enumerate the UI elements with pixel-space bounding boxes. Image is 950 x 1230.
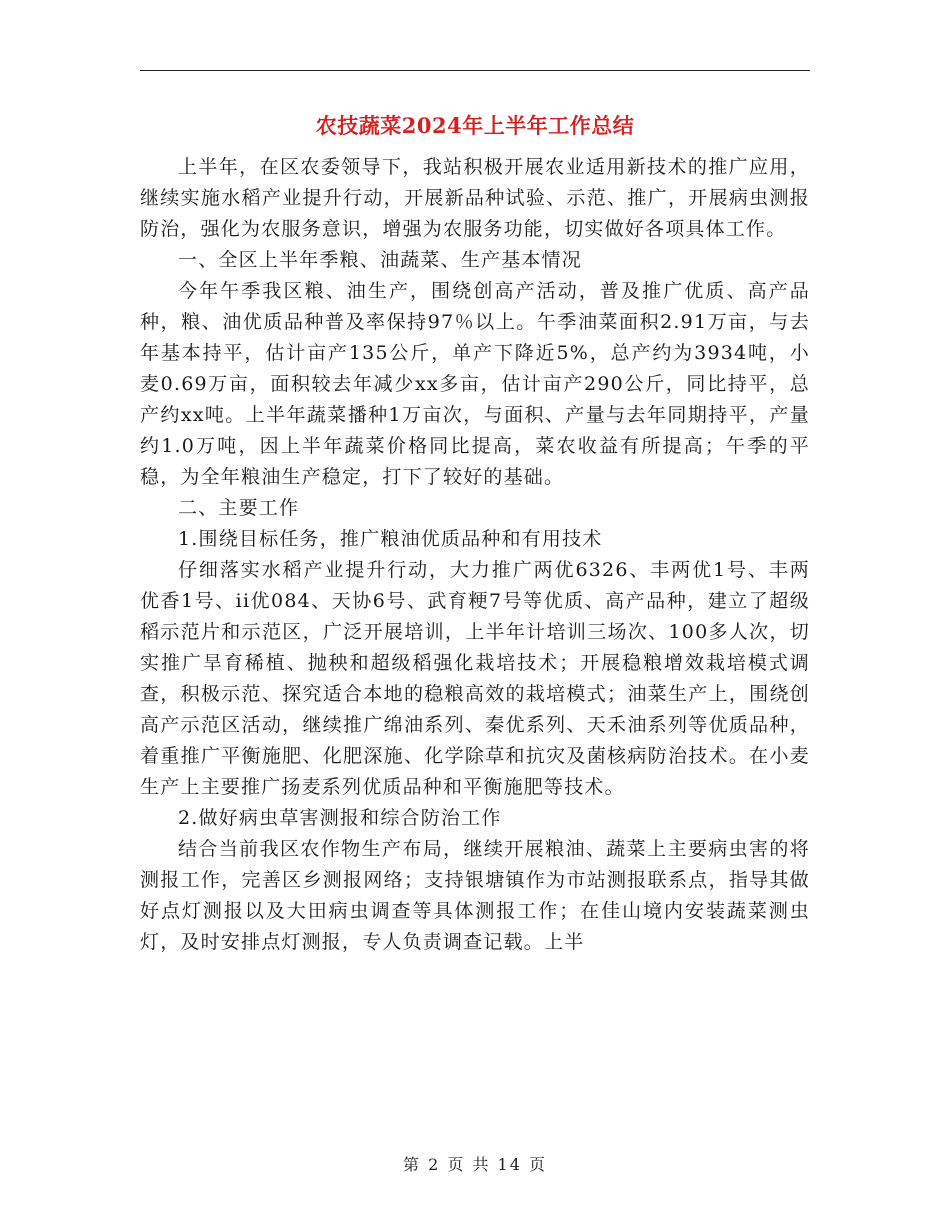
production-paragraph: 今年午季我区粮、油生产，围绕创高产活动，普及推广优质、高产品种，粮、油优质品种普及率保持97％以上。午季油菜面积2.91万亩，与去年基本持平，估计亩产135公斤，单产下降近5%，总产约为3934吨，小麦0.69万亩，面积较去年减少xx多亩，估计亩产290公斤，同比持平，总产约xx吨。上半年蔬菜播种1万亩次，与面积、产量与去年同期持平，产量约1.0万吨，因上半年蔬菜价格同比提高，菜农收益有所提高；午季的平稳，为全年粮油生产稳定，打下了较好的基础。 xyxy=(140,280,810,488)
header-rule xyxy=(140,70,810,71)
intro-paragraph: 上半年，在区农委领导下，我站积极开展农业适用新技术的推广应用，继续实施水稻产业提升行动，开展新品种试验、示范、推广，开展病虫测报防治，强化为农服务意识，增强为农服务功能，切实做好各项具体工作。 xyxy=(140,156,810,240)
subsection-heading-1: 1.围绕目标任务，推广粮油优质品种和有用技术 xyxy=(178,528,603,550)
pest-paragraph: 结合当前我区农作物生产布局，继续开展粮油、蔬菜上主要病虫害的将测报工作，完善区乡测报网络；支持银塘镇作为市站测报联系点，指导其做好点灯测报以及大田病虫调查等具体测报工作；在佳山境内安装蔬菜测虫灯，及时安排点灯测报，专人负责调查记载。上半 xyxy=(140,838,810,953)
document-body xyxy=(140,152,810,958)
subsection-heading-2: 2.做好病虫草害测报和综合防治工作 xyxy=(178,807,502,829)
varieties-paragraph: 仔细落实水稻产业提升行动，大力推广两优6326、丰两优1号、丰两优香1号、ii优084、天协6号、武育粳7号等优质、高产品种，建立了超级稻示范片和示范区，广泛开展培训，上半年计培训三场次、100多人次，切实推广旱育稀植、抛秧和超级稻强化栽培技术；开展稳粮增效栽培模式调查，积极示范、探究适合本地的稳粮高效的栽培模式；油菜生产上，围绕创高产示范区活动，继续推广绵油系列、秦优系列、天禾油系列等优质品种，着重推广平衡施肥、化肥深施、化学除草和抗灾及菌核病防治技术。在小麦生产上主要推广扬麦系列优质品种和平衡施肥等技术。 xyxy=(140,559,810,798)
section-heading-2: 二、主要工作 xyxy=(178,497,300,519)
document-title: 农技蔬菜2024年上半年工作总结 xyxy=(315,113,635,138)
page-number: 第 2 页 共 14 页 xyxy=(403,1155,547,1174)
section-heading-1: 一、全区上半年季粮、油蔬菜、生产基本情况 xyxy=(178,249,583,271)
